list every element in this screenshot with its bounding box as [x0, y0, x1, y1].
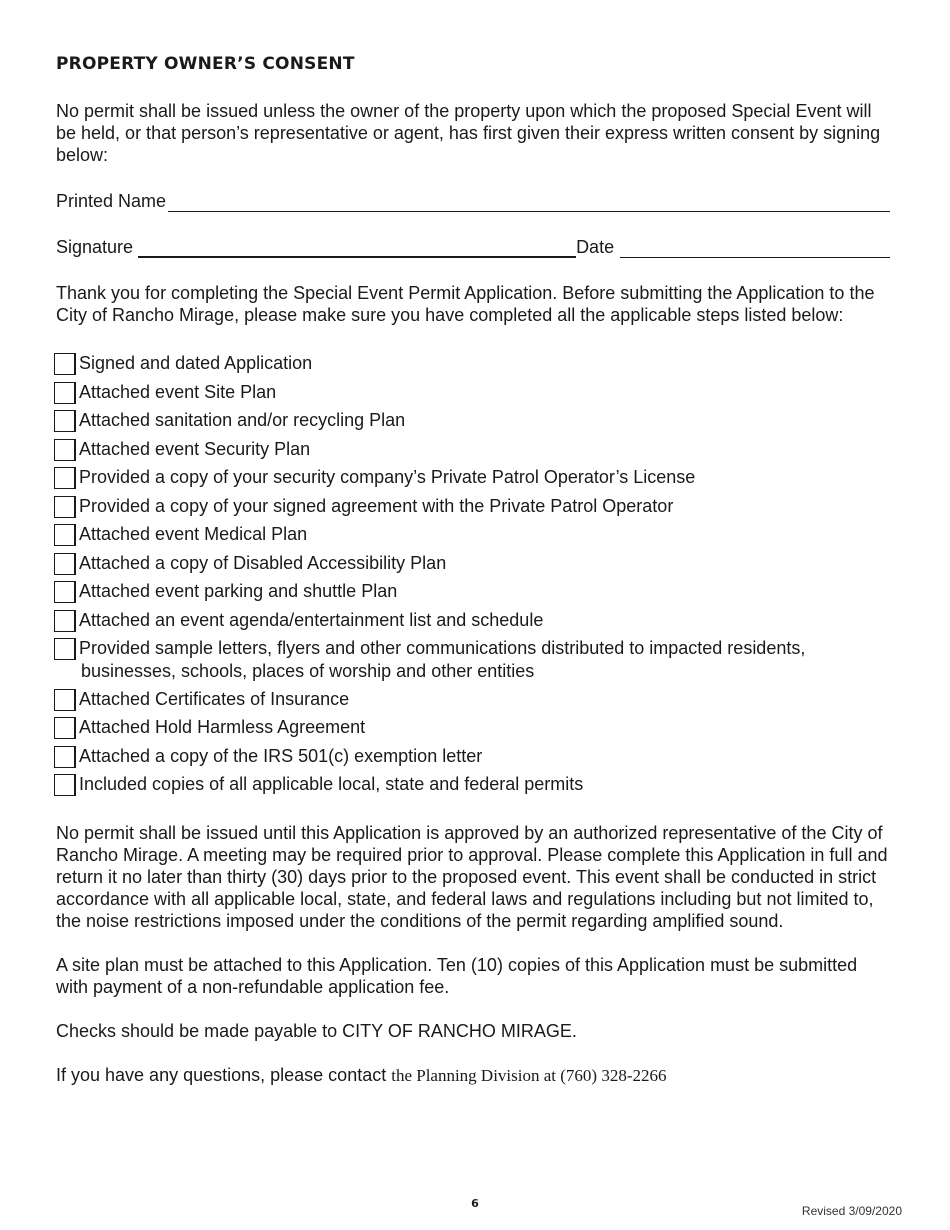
checkbox[interactable] — [54, 467, 76, 489]
checklist-item-label: Provided a copy of your security company’s Private Patrol Operator’s License — [79, 467, 696, 487]
checklist-item-label: Attached event Security Plan — [79, 438, 311, 459]
date-input-line[interactable] — [620, 241, 890, 258]
checklist-item-label: Provided a copy of your signed agreement with the Private Patrol Operator — [79, 495, 674, 516]
contact-prefix: If you have any questions, please contact — [56, 1065, 392, 1085]
printed-name-field[interactable] — [56, 190, 890, 212]
checklist-item-label: Attached a copy of the IRS 501(c) exemption letter — [79, 745, 483, 766]
page-title: PROPERTY OWNER’S CONSENT — [56, 54, 355, 74]
checkbox[interactable] — [54, 496, 76, 518]
checklist-item-label: Signed and dated Application — [79, 353, 313, 373]
checks-paragraph: Checks should be made payable to CITY OF RANCHO MIRAGE. — [56, 1021, 577, 1041]
checklist-item[interactable] — [56, 523, 890, 546]
checkbox[interactable] — [54, 581, 76, 603]
checkbox[interactable] — [54, 746, 76, 768]
checklist-item-text — [79, 637, 890, 682]
consent-paragraph: No permit shall be issued unless the owner of the property upon which the proposed Special Event will be held, or that person’s representative or agent, has first given their express written consent by signing below: — [56, 101, 881, 165]
printed-name-label: Printed Name — [56, 191, 167, 211]
checkbox[interactable] — [54, 524, 76, 546]
checkbox[interactable] — [54, 610, 76, 632]
checklist-item-label: Included copies of all applicable local, state and federal permits — [79, 774, 584, 794]
checklist-item[interactable] — [56, 580, 890, 603]
signature-date-row — [56, 236, 890, 258]
signature-label: Signature — [56, 237, 134, 257]
checklist-item-label: Attached Hold Harmless Agreement — [79, 717, 366, 737]
checklist-item[interactable] — [56, 716, 890, 739]
checklist-item-label: Provided sample letters, flyers and other communications distributed to impacted residents, — [79, 638, 806, 658]
checkbox[interactable] — [54, 553, 76, 575]
checklist-item[interactable] — [56, 609, 890, 632]
checklist-item[interactable] — [56, 688, 890, 711]
checkbox[interactable] — [54, 717, 76, 739]
checklist-item-label: Attached sanitation and/or recycling Plan — [79, 410, 406, 430]
checklist-item[interactable] — [56, 381, 890, 404]
checklist-item-label: Attached a copy of Disabled Accessibility Plan — [79, 552, 447, 573]
checklist-item[interactable] — [56, 466, 890, 489]
checklist-item-label: Attached event Medical Plan — [79, 524, 308, 544]
printed-name-input-line[interactable] — [168, 195, 890, 212]
checkbox[interactable] — [54, 439, 76, 461]
checklist-item[interactable] — [56, 745, 890, 768]
date-label: Date — [576, 237, 615, 257]
checklist-item[interactable] — [56, 438, 890, 461]
checklist-item[interactable] — [56, 637, 890, 682]
page-number: 6 — [471, 1197, 479, 1210]
contact-planning-division: the Planning Division at (760) 328-2266 — [391, 1066, 667, 1085]
checklist-item-label-continued: businesses, schools, places of worship and other entities — [81, 660, 535, 681]
checkbox[interactable] — [54, 353, 76, 375]
signature-input-line[interactable] — [138, 240, 576, 258]
revision-date: Revised 3/09/2020 — [801, 1204, 902, 1218]
checkbox[interactable] — [54, 774, 76, 796]
checklist-item-label: Attached event Site Plan — [79, 381, 277, 402]
checklist-item[interactable] — [56, 352, 890, 375]
checkbox[interactable] — [54, 410, 76, 432]
checklist-item[interactable] — [56, 773, 890, 796]
checklist — [56, 352, 890, 796]
approval-paragraph: No permit shall be issued until this Application is approved by an authorized representative of the City of Rancho Mirage. A meeting may be required prior to approval. Please complete this Application in full and return it no later than thirty (30) days prior to the proposed event. This event shall be conducted in strict accordance with all applicable local, state, and federal laws and regulations including but not limited to, the noise restrictions imposed under the conditions of the permit regarding amplified sound. — [56, 823, 888, 931]
contact-paragraph — [56, 1064, 890, 1087]
checkbox[interactable] — [54, 382, 76, 404]
document-page — [56, 50, 890, 1087]
checklist-item-label: Attached event parking and shuttle Plan — [79, 581, 398, 601]
checklist-item-label: Attached Certificates of Insurance — [79, 688, 350, 709]
site-plan-paragraph: A site plan must be attached to this Application. Ten (10) copies of this Application must be submitted with payment of a non-refundable application fee. — [56, 955, 858, 997]
checklist-item[interactable] — [56, 409, 890, 432]
checklist-item[interactable] — [56, 495, 890, 518]
checkbox[interactable] — [54, 638, 76, 660]
intro-paragraph: Thank you for completing the Special Event Permit Application. Before submitting the Application to the City of Rancho Mirage, please make sure you have completed all the applicable steps listed below: — [56, 283, 875, 325]
checklist-item-label: Attached an event agenda/entertainment list and schedule — [79, 609, 544, 630]
checkbox[interactable] — [54, 689, 76, 711]
checklist-item[interactable] — [56, 552, 890, 575]
